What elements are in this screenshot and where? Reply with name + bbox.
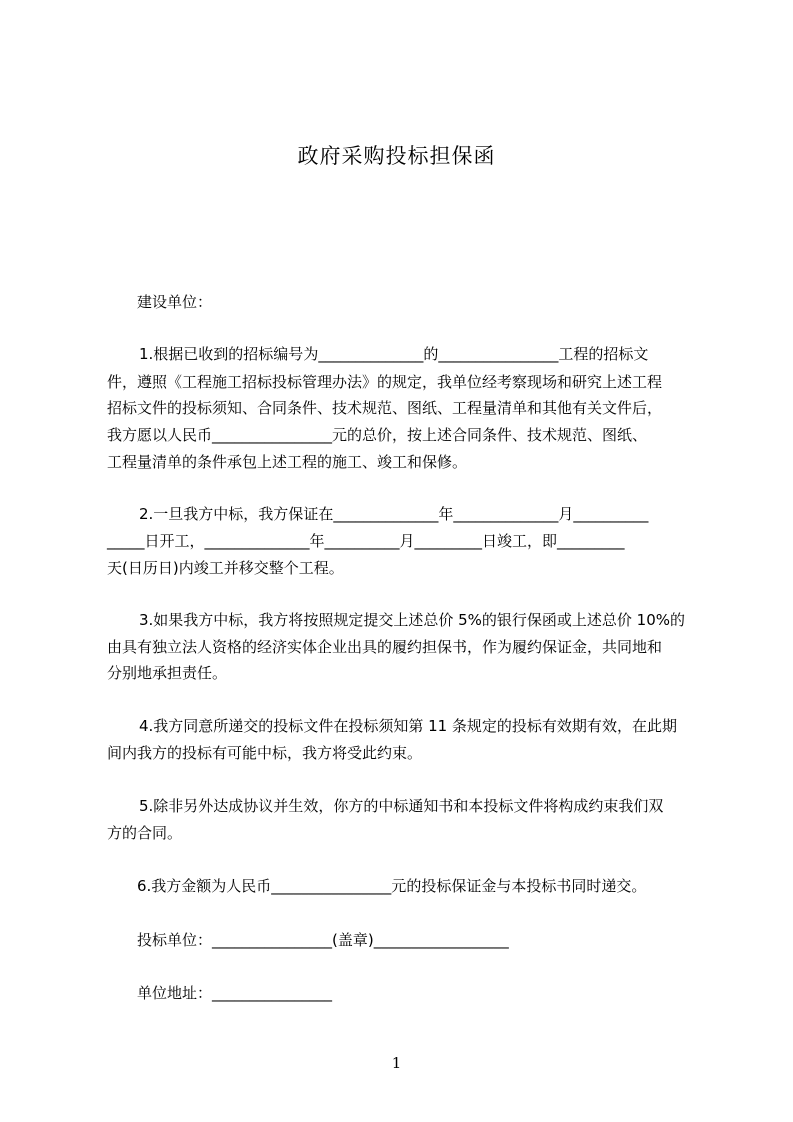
clause-3-line-1: 3.如果我方中标，我方将按照规定提交上述总价 5%的银行保函或上述总价 10%的 (139, 611, 685, 629)
clause-1-line-2: 件，遵照《工程施工招标投标管理办法》的规定，我单位经考察现场和研究上述工程 (107, 373, 663, 391)
document-title: 政府采购投标担保函 (297, 144, 496, 168)
recipient-label: 建设单位： (137, 293, 213, 311)
clause-1-line-5: 工程量清单的条件承包上述工程的施工、竣工和保修。 (107, 453, 468, 471)
clause-4-line-2: 间内我方的投标有可能中标，我方将受此约束。 (107, 744, 423, 762)
clause-1-line-1: 1.根据已收到的招标编号为______________的________________工程的招标文 (139, 345, 649, 363)
clause-3-line-2: 由具有独立法人资格的经济实体企业出具的履约担保书，作为履约保证金，共同地和 (107, 638, 663, 656)
clause-2-line-2: _____日开工，______________年__________月_________日竣工，即_________ (107, 532, 625, 550)
clause-6-line-1: 6.我方金额为人民币________________元的投标保证金与本投标书同时递交。 (137, 877, 647, 895)
clause-2-line-3: 天(日历日)内竣工并移交整个工程。 (107, 559, 344, 577)
clause-4-line-1: 4.我方同意所递交的投标文件在投标须知第 11 条规定的投标有效期有效，在此期 (139, 717, 677, 735)
clause-2-line-1: 2.一旦我方中标，我方保证在______________年______________月__________ (139, 505, 649, 523)
clause-1-line-3: 招标文件的投标须知、合同条件、技术规范、图纸、工程量清单和其他有关文件后， (107, 399, 663, 417)
clause-1-line-4: 我方愿以人民币________________元的总价，按上述合同条件、技术规范、图纸、 (107, 426, 648, 444)
address-line: 单位地址：________________ (137, 984, 333, 1002)
clause-5-line-2: 方的合同。 (107, 824, 183, 842)
bidder-signature-line: 投标单位：________________(盖章)__________________ (137, 931, 509, 949)
page-number: 1 (391, 1054, 402, 1072)
clause-3-line-3: 分别地承担责任。 (107, 664, 228, 682)
clause-5-line-1: 5.除非另外达成协议并生效，你方的中标通知书和本投标文件将构成约束我们双 (139, 797, 664, 815)
